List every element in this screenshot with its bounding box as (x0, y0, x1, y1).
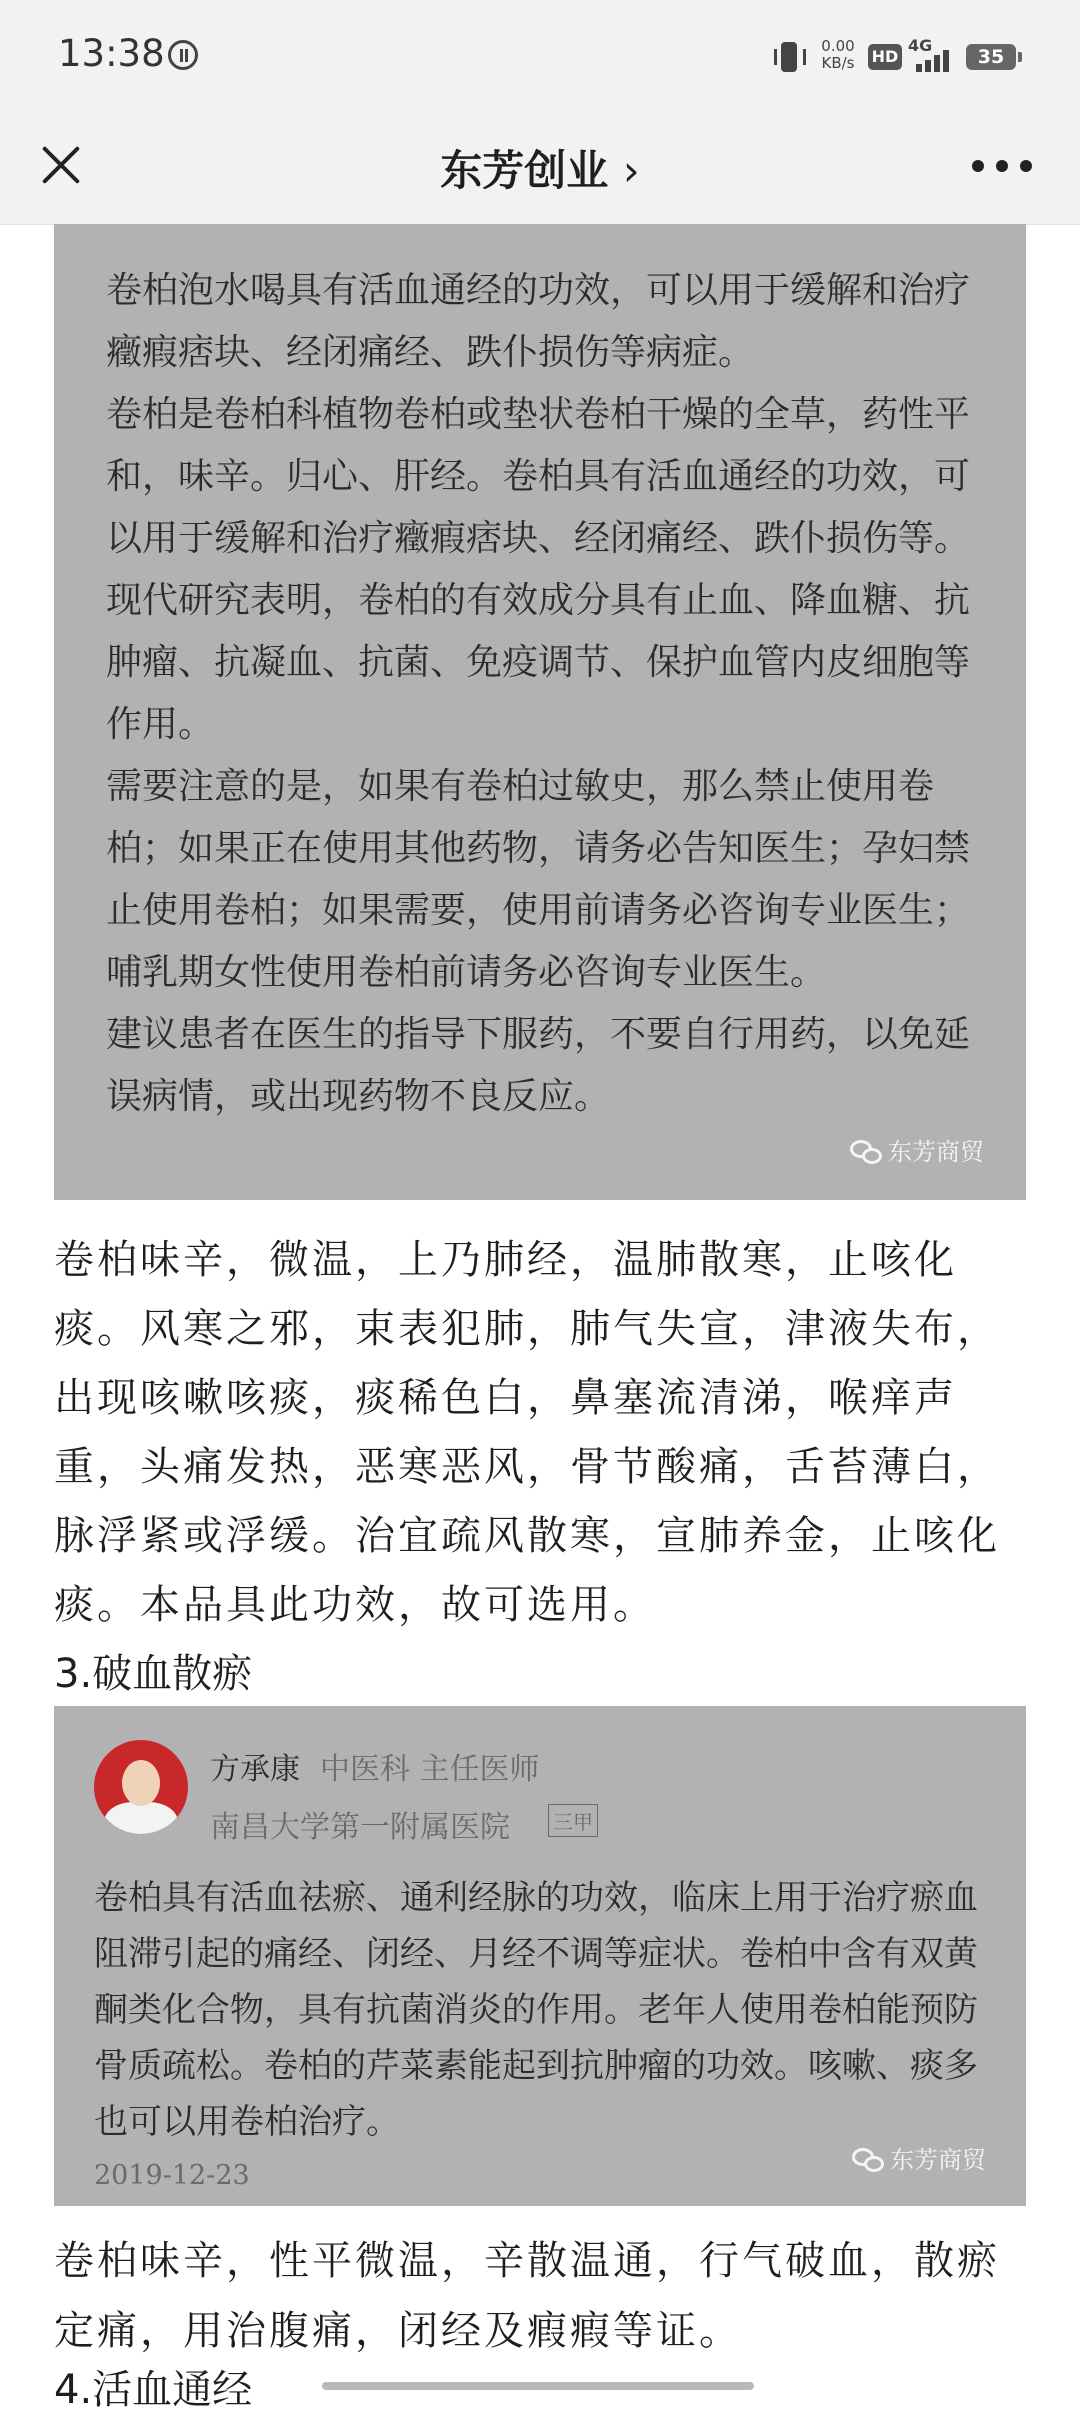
chevron-right-icon: › (622, 146, 640, 195)
section-heading: 4.活血通经 (54, 2367, 253, 2413)
network-type: 4G (908, 36, 933, 55)
doctor-name: 方承康 (210, 1752, 300, 1787)
wechat-icon (850, 1140, 884, 1166)
quoted-paragraph: 需要注意的是，如果有卷柏过敏史，那么禁止使用卷柏；如果正在使用其他药物，请务必告知医生；孕妇禁止使用卷柏；如果需要，使用前请务必咨询专业医生；哺乳期女性使用卷柏前请务必咨询专业医生。 (106, 766, 971, 993)
answer-date: 2019-12-23 (94, 2160, 250, 2191)
quoted-text (106, 260, 986, 1128)
vibrate-icon (772, 40, 808, 74)
signal-icon (916, 48, 956, 72)
network-speed: 0.00 KB/s (821, 37, 855, 72)
account-title-link[interactable] (0, 138, 1080, 198)
status-time: 13:38 (58, 32, 165, 75)
battery-icon: 35 (966, 44, 1016, 70)
article-paragraph: 卷柏味辛，性平微温，辛散温通，行气破血，散瘀定痛，用治腹痛，闭经及瘕瘕等证。 (54, 2238, 1000, 2354)
avatar (94, 1740, 188, 1834)
watermark: 东芳商贸 (850, 1132, 984, 1167)
section-heading: 3.破血散瘀 (54, 1651, 253, 1697)
home-indicator[interactable] (322, 2382, 754, 2390)
article-paragraph: 卷柏味辛，微温，上乃肺经，温肺散寒，止咳化痰。风寒之邪，束表犯肺，肺气失宣，津液失布，出现咳嗽咳痰，痰稀色白，鼻塞流清涕，喉痒声重，头痛发热，恶寒恶风，骨节酸痛，舌苔薄白，脉浮紧或浮缓。治宜疏风散寒，宣肺养金，止咳化痰。本品具此功效，故可选用。 (54, 1237, 1000, 1628)
status-bar (0, 0, 1080, 112)
quoted-paragraph: 卷柏是卷柏科植物卷柏或垫状卷柏干燥的全草，药性平和，味辛。归心、肝经。卷柏具有活血通经的功效，可以用于缓解和治疗癥瘕痞块、经闭痛经、跌仆损伤等。现代研究表明，卷柏的有效成分具有止血、降血糖、抗肿瘤、抗凝血、抗菌、免疫调节、保护血管内皮细胞等作用。 (106, 394, 971, 745)
hd-voice-icon: HD (868, 44, 902, 70)
doctor-card-image[interactable] (54, 1706, 1026, 2206)
quoted-paragraph: 卷柏泡水喝具有活血通经的功效，可以用于缓解和治疗癥瘕痞块、经闭痛经、跌仆损伤等病症。 (106, 270, 971, 373)
hospital-name: 南昌大学第一附属医院 (210, 1810, 510, 1845)
more-dots-icon[interactable] (972, 160, 1032, 174)
wechat-icon (852, 2148, 886, 2174)
page-title: 东芳创业 (440, 146, 609, 195)
nav-header (0, 112, 1080, 225)
doctor-answer: 卷柏具有活血祛瘀、通利经脉的功效，临床上用于治疗瘀血阻滞引起的痛经、闭经、月经不调等症状。卷柏中含有双黄酮类化合物，具有抗菌消炎的作用。老年人使用卷柏能预防骨质疏松。卷柏的芹菜素能起到抗肿瘤的功效。咳嗽、痰多也可以用卷柏治疗。 (94, 1878, 978, 2142)
hospital-grade-badge: 三甲 (548, 1804, 598, 1837)
quoted-paragraph: 建议患者在医生的指导下服药，不要自行用药，以免延误病情，或出现药物不良反应。 (106, 1014, 971, 1117)
watermark: 东芳商贸 (852, 2140, 986, 2175)
pause-notification-icon (168, 40, 198, 70)
quoted-image-block[interactable] (54, 224, 1026, 1200)
doctor-title: 中医科 主任医师 (320, 1752, 540, 1787)
